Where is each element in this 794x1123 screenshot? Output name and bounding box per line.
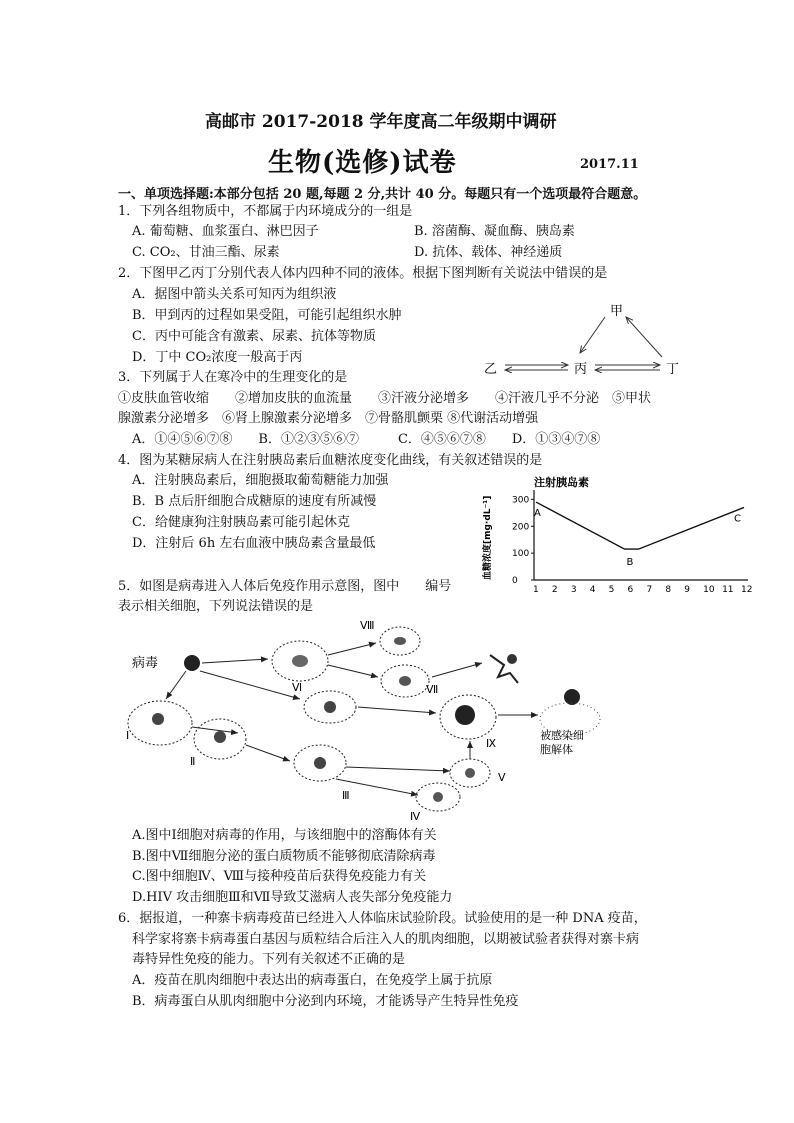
q5-stem-line2: 表示相关细胞，下列说法错误的是 bbox=[118, 599, 314, 614]
x-tick-label: 1 bbox=[533, 585, 539, 595]
q5-option-b: B.图中Ⅶ细胞分泌的蛋白质物质不能够彻底清除病毒 bbox=[132, 849, 436, 864]
x-tick-label: 5 bbox=[608, 585, 615, 595]
immune-response-diagram bbox=[120, 615, 620, 825]
x-tick-label: 3 bbox=[570, 585, 577, 595]
point-label-b: B bbox=[626, 557, 634, 569]
q2-option-d: D．丁中 CO₂浓度一般高于丙 bbox=[132, 350, 303, 365]
q1-option-d: D. 抗体、载体、神经递质 bbox=[414, 245, 563, 260]
glucose-curve bbox=[536, 502, 744, 549]
label-i: Ⅰ bbox=[126, 729, 130, 742]
label-ding: 丁 bbox=[666, 362, 680, 377]
label-bing: 丙 bbox=[574, 362, 588, 377]
q2-option-c: C．丙中可能含有激素、尿素、抗体等物质 bbox=[132, 329, 376, 344]
lysis-label-line1: 被感染细 bbox=[540, 729, 584, 742]
q4-option-c: C．给健康狗注射胰岛素可能引起休克 bbox=[132, 515, 350, 530]
q4-option-a: A．注射胰岛素后，细胞摄取葡萄糖能力加强 bbox=[132, 473, 389, 488]
chart-ylabel: 血糖浓度[mg·dL⁻¹] bbox=[483, 495, 493, 580]
q6-option-b: B．病毒蛋白从肌肉细胞中分泌到内环境，才能诱导产生特异性免疫 bbox=[132, 994, 519, 1009]
x-tick-label: 7 bbox=[646, 585, 653, 595]
q3-items-line2: 腺激素分泌增多 ⑥肾上腺激素分泌增多 ⑦骨骼肌颤栗 ⑧代谢活动增强 bbox=[118, 411, 539, 426]
x-tick-label: 8 bbox=[665, 585, 672, 595]
fluid-relation-diagram bbox=[470, 295, 700, 380]
virus-label: 病毒 bbox=[132, 656, 159, 671]
label-jia: 甲 bbox=[610, 304, 624, 319]
q3-stem: 3．下列属于人在寒冷中的生理变化的是 bbox=[118, 370, 348, 385]
blood-glucose-chart bbox=[478, 472, 758, 602]
x-tick-label: 10 bbox=[703, 585, 715, 595]
virus-icon bbox=[184, 655, 200, 671]
q1-option-c: C. CO₂、甘油三酯、尿素 bbox=[132, 245, 280, 260]
section-heading: 一、单项选择题:本部分包括 20 题,每题 2 分,共计 40 分。每题只有一个选项最符合题意。 bbox=[118, 187, 647, 202]
lysis-label-line2: 胞解体 bbox=[540, 743, 573, 756]
q2-option-b: B．甲到丙的过程如果受阻，可能引起组织水肿 bbox=[132, 308, 402, 323]
arrow-ding-jia bbox=[626, 317, 662, 357]
y-tick-label: 200 bbox=[512, 522, 530, 533]
q5-option-c: C.图中细胞Ⅳ、Ⅷ与接种疫苗后获得免疫能力有关 bbox=[132, 869, 427, 884]
exam-title: 高邮市 2017-2018 学年度高二年级期中调研 bbox=[205, 112, 557, 132]
x-tick-label: 4 bbox=[589, 585, 596, 595]
label-iv: Ⅳ bbox=[410, 810, 421, 823]
x-tick-label: 9 bbox=[684, 585, 691, 595]
q4-option-b: B．B 点后肝细胞合成糖原的速度有所减慢 bbox=[132, 494, 377, 509]
label-v: Ⅴ bbox=[498, 771, 506, 784]
x-tick-label: 11 bbox=[722, 585, 734, 595]
label-iii: Ⅲ bbox=[342, 789, 350, 802]
q4-stem: 4．图为某糖尿病人在注射胰岛素后血糖浓度变化曲线，有关叙述错误的是 bbox=[118, 453, 543, 468]
point-label-a: A bbox=[534, 508, 541, 520]
q1-stem: 1．下列各组物质中，不都属于内环境成分的一组是 bbox=[118, 204, 413, 219]
label-vii: Ⅶ bbox=[426, 683, 439, 696]
y-tick-label: 300 bbox=[512, 495, 530, 506]
q3-options: A．①④⑤⑥⑦⑧ B．①②③⑤⑥⑦ C．④⑤⑥⑦⑧ D．①③④⑦⑧ bbox=[132, 432, 601, 447]
q4-option-d: D．注射后 6h 左右血液中胰岛素含量最低 bbox=[132, 536, 376, 551]
chart-title: 注射胰岛素 bbox=[534, 476, 589, 489]
label-yi: 乙 bbox=[484, 362, 498, 377]
q6-stem-line1: 6．据报道，一种寨卡病毒疫苗已经进入人体临床试验阶段。试验使用的是一种 DNA 疫苗， bbox=[118, 911, 647, 926]
q5-option-a: A.图中Ⅰ细胞对病毒的作用，与该细胞中的溶酶体有关 bbox=[132, 828, 437, 843]
point-label-c: C bbox=[734, 513, 741, 525]
exam-date: 2017.11 bbox=[580, 157, 639, 172]
q2-stem: 2．下图甲乙丙丁分别代表人体内四种不同的液体。根据下图判断有关说法中错误的是 bbox=[118, 266, 608, 281]
exam-subtitle: 生物(选修)试卷 bbox=[268, 148, 457, 178]
arrow-jia-bing bbox=[580, 317, 605, 353]
q5-stem-line1: 5．如图是病毒进入人体后免疫作用示意图，图中 编号 bbox=[118, 579, 452, 594]
x-tick-label: 6 bbox=[627, 585, 634, 595]
q6-stem-line2: 科学家将寨卡病毒蛋白基因与质粒结合后注入人的肌肉细胞，以期被试验者获得对寨卡病 bbox=[132, 932, 640, 947]
y-tick-label: 100 bbox=[512, 549, 530, 560]
q1-option-a: A. 葡萄糖、血浆蛋白、淋巴因子 bbox=[132, 224, 319, 239]
x-tick-label: 2 bbox=[551, 585, 558, 595]
q1-option-b: B. 溶菌酶、凝血酶、胰岛素 bbox=[414, 224, 575, 239]
q6-option-a: A．疫苗在肌肉细胞中表达出的病毒蛋白，在免疫学上属于抗原 bbox=[132, 973, 493, 988]
q6-stem-line3: 毒特异性免疫的能力。下列有关叙述不正确的是 bbox=[132, 952, 406, 967]
q5-option-d: D.HIV 攻击细胞Ⅲ和Ⅶ导致艾滋病人丧失部分免疫能力 bbox=[132, 890, 453, 905]
q2-option-a: A．据图中箭头关系可知丙为组织液 bbox=[132, 287, 337, 302]
label-vi: Ⅵ bbox=[292, 681, 303, 694]
x-tick-label: 12 bbox=[741, 585, 753, 595]
label-viii: Ⅷ bbox=[360, 619, 375, 632]
label-ii: Ⅱ bbox=[190, 755, 196, 768]
q3-items-line1: ①皮肤血管收缩 ②增加皮肤的血流量 ③汗液分泌增多 ④汗液几乎不分泌 ⑤甲状 bbox=[118, 391, 652, 406]
y-tick-label: 0 bbox=[512, 576, 518, 586]
label-ix: Ⅸ bbox=[486, 737, 497, 750]
